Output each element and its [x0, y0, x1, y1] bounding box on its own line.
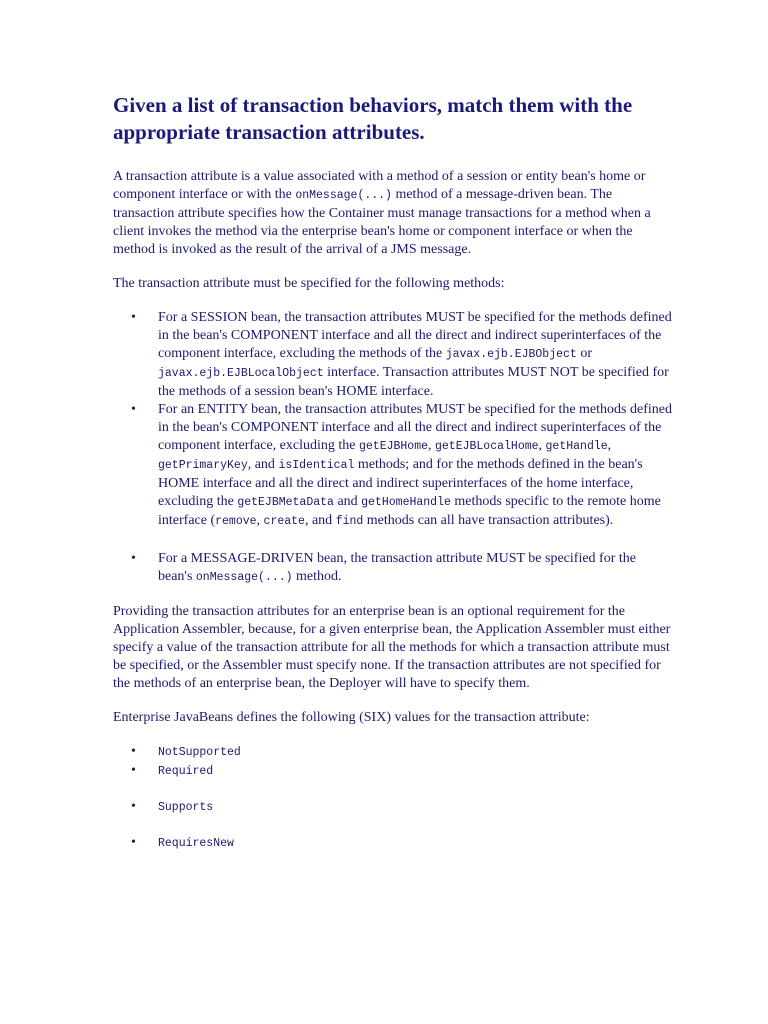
entity-text-5: , and [247, 457, 279, 472]
mdb-text-1: For a MESSAGE-DRIVEN bean, the transaction attribute MUST be specified for the bean's [158, 551, 636, 584]
list-item-message-driven [113, 550, 673, 587]
code-getejbmetadata: getEJBMetaData [237, 496, 334, 509]
session-text-2: or [576, 346, 592, 361]
attribute-requiresnew: RequiresNew [158, 837, 234, 850]
attribute-item-requiresnew [113, 834, 673, 853]
attribute-item-notsupported [113, 743, 673, 762]
methods-list [113, 309, 673, 587]
list-item-session [113, 309, 673, 401]
list-spacer [113, 531, 673, 550]
code-ejbobject: javax.ejb.EJBObject [445, 348, 577, 361]
intro-text-2: method of a message-driven bean. The transaction attribute specifies how the Container must manage transactions for a method when a client invokes the method via the enterprise bean's home or component interface or when the method is invoked as the result of the arrival of a JMS message. [113, 187, 651, 257]
methods-intro-paragraph: The transaction attribute must be specified for the following methods: [113, 276, 505, 291]
code-isidentical: isIdentical [278, 459, 355, 472]
entity-text-6: methods; and for the methods defined in the bean's HOME interface and all the direct and indirect superinterfaces of the home interface, excluding the [158, 457, 643, 509]
bullet-icon: • [131, 763, 136, 778]
entity-text-9: , [256, 513, 264, 528]
mdb-text-2: method. [292, 569, 342, 584]
code-getejbhome: getEJBHome [358, 440, 428, 453]
intro-text-1: A transaction attribute is a value associated with a method of a session or entity bean's home or component interface or with the [113, 169, 646, 202]
bullet-icon: • [131, 744, 136, 759]
attribute-required: Required [158, 765, 214, 778]
session-text-3: interface. Transaction attributes MUST NOT be specified for the methods of a session bean's HOME interface. [158, 365, 669, 399]
code-remove: remove [215, 515, 257, 528]
code-onmessage: onMessage(...) [195, 571, 293, 584]
entity-text-7: and [333, 494, 362, 509]
bullet-icon: • [131, 402, 136, 417]
code-create: create [263, 515, 305, 528]
entity-text-1: For an ENTITY bean, the transaction attributes MUST be specified for the methods defined in the bean's COMPONENT interface and all the direct and indirect superinterfaces of the component interface, excluding the [158, 402, 672, 453]
providing-paragraph: Providing the transaction attributes for an enterprise bean is an optional requirement for the Application Assembler, because, for a given enterprise bean, the Application Assembler must either specify a value of the transaction attribute for all the methods for which a transaction attribute must be specified, or the Assembler must specify none. If the transaction attributes are not specified for the methods of an enterprise bean, the Deployer will have to specify them. [113, 604, 671, 691]
intro-paragraph [113, 168, 673, 259]
code-getprimarykey: getPrimaryKey [158, 459, 248, 472]
code-find: find [335, 515, 364, 528]
bullet-icon: • [131, 835, 136, 850]
entity-text-8: methods specific to the remote home interface ( [158, 494, 661, 528]
bullet-icon: • [131, 310, 136, 325]
code-getejblocalhome: getEJBLocalHome [435, 440, 539, 453]
bullet-icon: • [131, 551, 136, 566]
attribute-item-required [113, 762, 673, 781]
session-text-1: For a SESSION bean, the transaction attributes MUST be specified for the methods defined in the bean's COMPONENT interface and all the direct and indirect superinterfaces of the component interface, excluding the methods of the [158, 310, 672, 361]
entity-text-11: methods can all have transaction attributes). [363, 513, 614, 528]
list-item-entity [113, 401, 673, 531]
code-gethomehandle: getHomeHandle [361, 496, 451, 509]
transaction-attribute-list [113, 743, 673, 853]
code-gethandle: getHandle [545, 440, 608, 453]
attribute-notsupported: NotSupported [158, 746, 241, 759]
six-values-intro: Enterprise JavaBeans defines the following (SIX) values for the transaction attribute: [113, 710, 590, 725]
page-title: Given a list of transaction behaviors, match them with the appropriate transaction attributes. [113, 93, 633, 144]
attribute-supports: Supports [158, 801, 214, 814]
attribute-item-supports [113, 798, 673, 817]
entity-text-2: , [428, 438, 435, 453]
entity-text-10: , and [304, 513, 336, 528]
intro-code-onmessage: onMessage(...) [295, 189, 392, 202]
document-content [113, 92, 673, 869]
code-ejblocalobject: javax.ejb.EJBLocalObject [158, 367, 324, 380]
entity-text-4: , [607, 438, 612, 453]
bullet-icon: • [131, 799, 136, 814]
entity-text-3: , [538, 438, 546, 453]
